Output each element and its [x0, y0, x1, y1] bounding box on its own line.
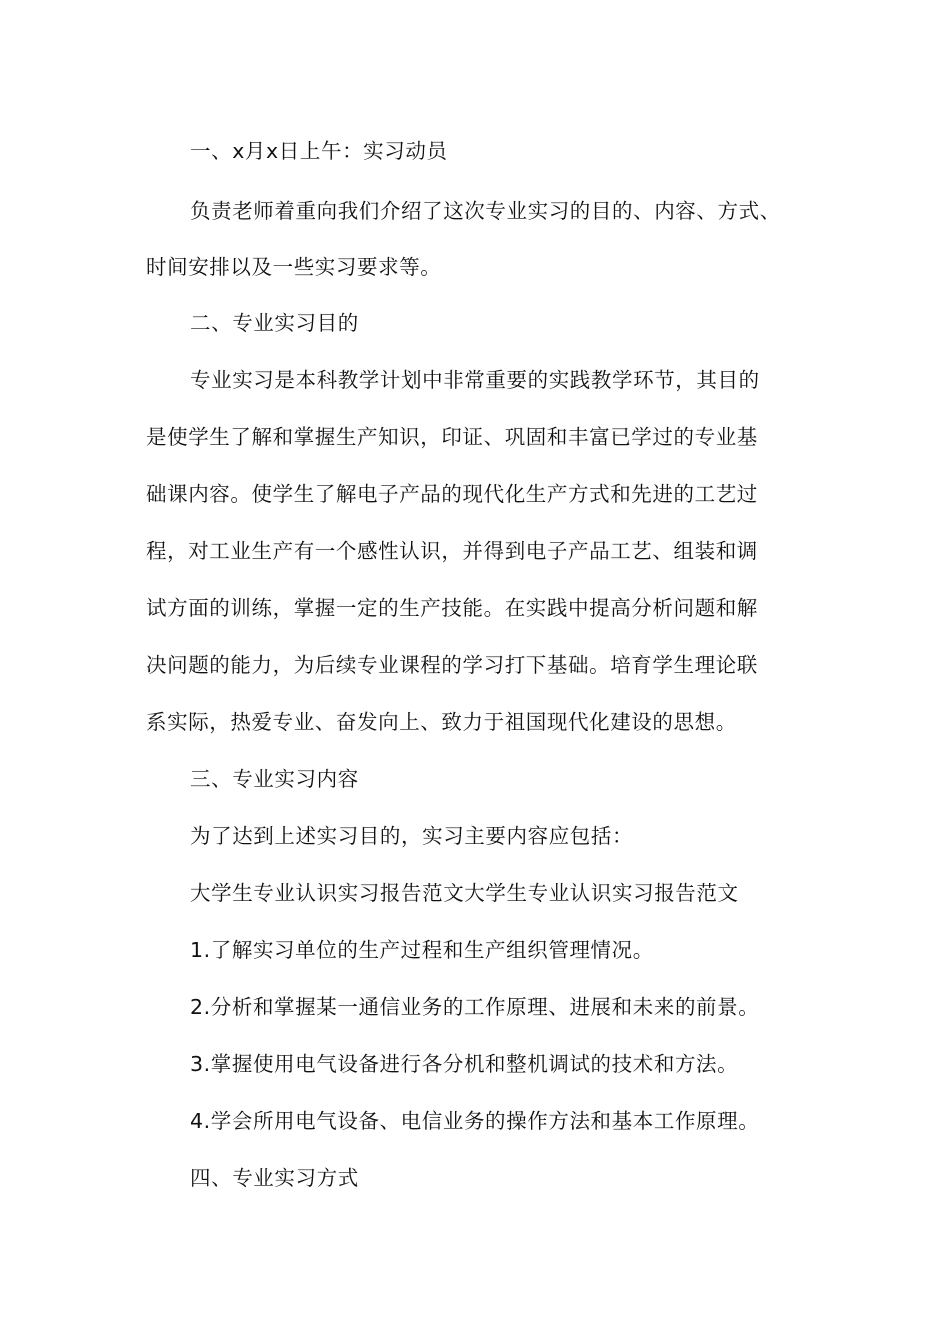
- paragraph-line: 是使学生了解和掌握生产知识，印证、巩固和丰富已学过的专业基: [146, 425, 758, 449]
- repeated-title: 大学生专业认识实习报告范文大学生专业认识实习报告范文: [190, 881, 739, 905]
- section-heading-3: 三、专业实习内容: [190, 767, 359, 791]
- section-heading-4: 四、专业实习方式: [190, 1166, 359, 1190]
- section-heading-1: 一、x月x日上午：实习动员: [190, 139, 448, 163]
- paragraph-line: 试方面的训练，掌握一定的生产技能。在实践中提高分析问题和解: [146, 596, 758, 620]
- paragraph-line: 系实际，热爱专业、奋发向上、致力于祖国现代化建设的思想。: [146, 710, 737, 734]
- paragraph-line: 负责老师着重向我们介绍了这次专业实习的目的、内容、方式、: [190, 199, 781, 223]
- paragraph-line: 为了达到上述实习目的，实习主要内容应包括：: [190, 824, 634, 848]
- paragraph-line: 决问题的能力，为后续专业课程的学习打下基础。培育学生理论联: [146, 653, 758, 677]
- list-item: 4.学会所用电气设备、电信业务的操作方法和基本工作原理。: [190, 1109, 760, 1133]
- section-heading-2: 二、专业实习目的: [190, 311, 359, 335]
- list-item: 3.掌握使用电气设备进行各分机和整机调试的技术和方法。: [190, 1052, 739, 1076]
- paragraph-line: 础课内容。使学生了解电子产品的现代化生产方式和先进的工艺过: [146, 482, 758, 506]
- paragraph-line: 时间安排以及一些实习要求等。: [146, 255, 442, 279]
- paragraph-line: 程，对工业生产有一个感性认识，并得到电子产品工艺、组装和调: [146, 539, 758, 563]
- paragraph-line: 专业实习是本科教学计划中非常重要的实践教学环节，其目的: [190, 368, 760, 392]
- list-item: 1.了解实习单位的生产过程和生产组织管理情况。: [190, 938, 654, 962]
- list-item: 2.分析和掌握某一通信业务的工作原理、进展和未来的前景。: [190, 995, 760, 1019]
